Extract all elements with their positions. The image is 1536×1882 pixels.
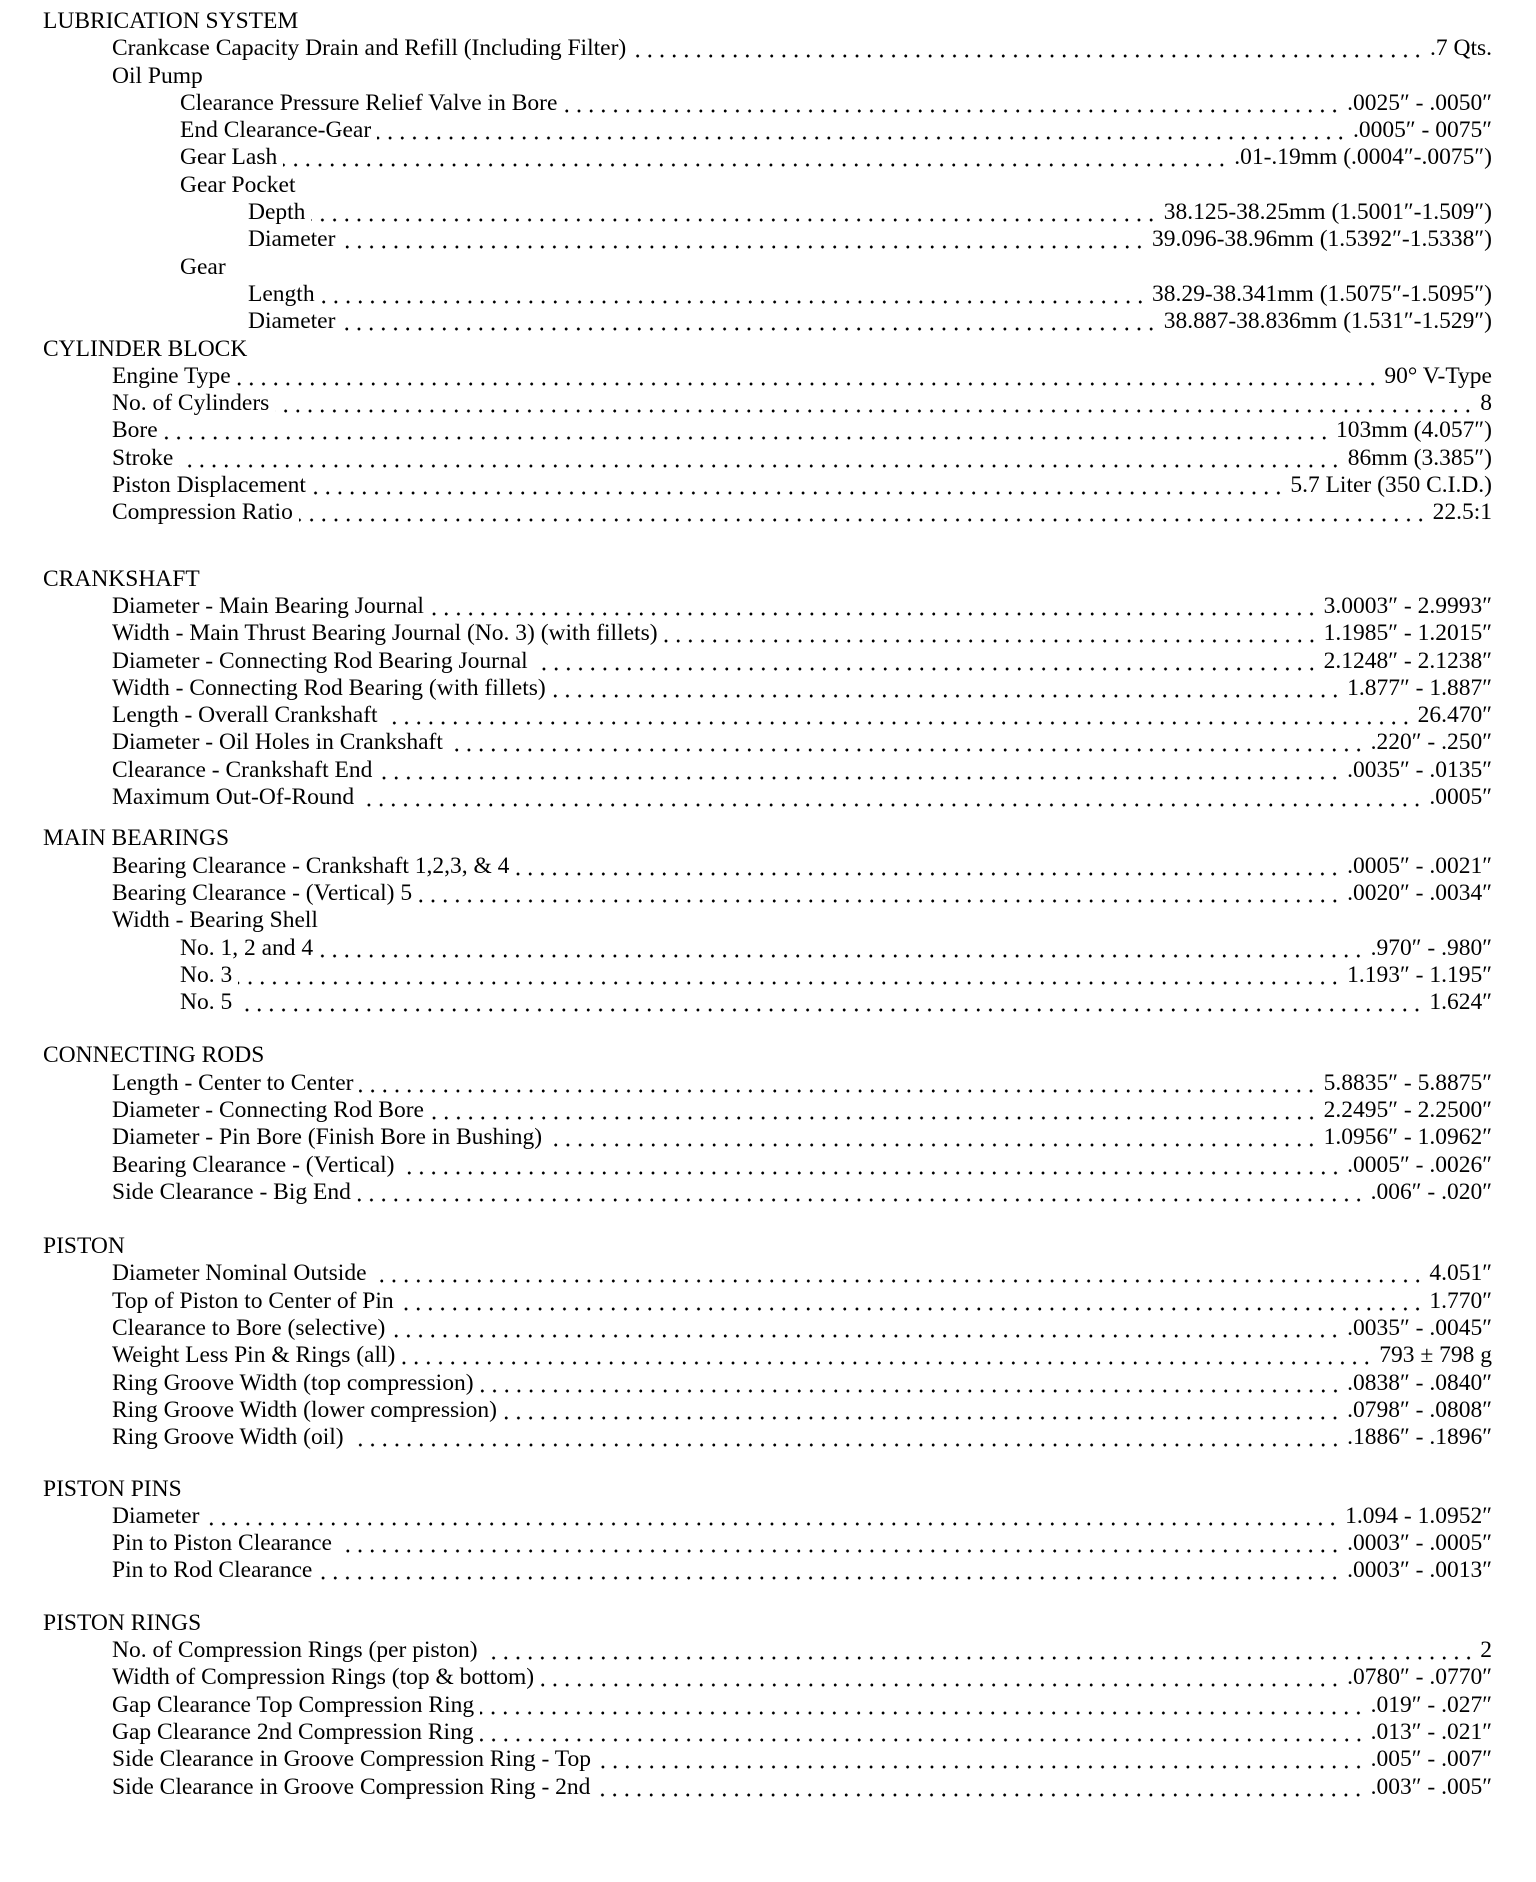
section-piston-pins <box>0 1476 1536 1585</box>
dot-leader <box>179 445 1341 472</box>
spec-label: Diameter - Pin Bore (Finish Bore in Bushing) <box>112 1124 543 1151</box>
dot-leader <box>312 472 1284 499</box>
dot-leader <box>430 1097 1318 1124</box>
spec-row <box>0 648 1536 675</box>
spec-label: Gear <box>180 253 226 280</box>
spec-row <box>0 390 1536 417</box>
spec-row <box>0 144 1536 171</box>
spec-value: 1.1985″ - 1.2015″ <box>1323 620 1492 647</box>
spec-value: .220″ - .250″ <box>1370 729 1492 756</box>
spec-row <box>0 417 1536 444</box>
spec-row <box>0 853 1536 880</box>
dot-leader <box>357 1179 1365 1206</box>
dot-leader <box>480 1719 1365 1746</box>
spec-label: Diameter <box>248 226 336 253</box>
spec-value: .0005″ - .0021″ <box>1347 852 1492 879</box>
spec-value: .019″ - .027″ <box>1370 1691 1492 1718</box>
spec-row <box>0 281 1536 308</box>
dot-leader <box>480 1692 1364 1719</box>
spec-value: .01-.19mm (.0004″-.0075″) <box>1234 144 1492 171</box>
section-heading: MAIN BEARINGS <box>43 825 230 852</box>
spec-label: Top of Piston to Center of Pin <box>112 1287 394 1314</box>
spec-row <box>0 1774 1536 1801</box>
dot-leader <box>418 880 1341 907</box>
section-piston-rings <box>0 1610 1536 1801</box>
spec-row <box>0 1503 1536 1530</box>
spec-label: Depth <box>248 199 306 226</box>
dot-leader <box>205 1503 1339 1530</box>
spec-row <box>0 989 1536 1016</box>
spec-label: Width - Main Thrust Bearing Journal (No. 3) (with fillets) <box>112 620 658 647</box>
dot-leader <box>311 199 1157 226</box>
spec-label: Gear Pocket <box>180 171 296 198</box>
dot-leader <box>540 1664 1341 1691</box>
spec-label: No. 5 <box>180 989 233 1016</box>
dot-leader <box>378 757 1341 784</box>
dot-leader <box>338 1530 1341 1557</box>
spec-label: Bearing Clearance - (Vertical) 5 <box>112 879 413 906</box>
spec-label: Compression Ratio <box>112 499 293 526</box>
spec-value: 90° V-Type <box>1384 362 1492 389</box>
spec-label: Clearance to Bore (selective) <box>112 1315 386 1342</box>
dot-leader <box>664 620 1318 647</box>
spec-row <box>0 1424 1536 1451</box>
spec-value: .005″ - .007″ <box>1370 1746 1492 1773</box>
spec-label: End Clearance-Gear <box>180 117 372 144</box>
spec-row <box>0 1557 1536 1584</box>
spec-value: .0780″ - .0770″ <box>1347 1664 1492 1691</box>
specifications-document <box>0 8 1536 1801</box>
dot-leader <box>480 1370 1342 1397</box>
spec-row <box>0 729 1536 756</box>
spec-value: 22.5:1 <box>1432 499 1492 526</box>
dot-leader <box>384 702 1412 729</box>
spec-row <box>0 1397 1536 1424</box>
spec-label: No. 1, 2 and 4 <box>180 934 314 961</box>
section-main-bearings <box>0 825 1536 1016</box>
spec-value: 5.7 Liter (350 C.I.D.) <box>1290 472 1492 499</box>
spec-row <box>0 1530 1536 1557</box>
spec-value: 39.096-38.96mm (1.5392″-1.5338″) <box>1151 226 1492 253</box>
section-heading: CRANKSHAFT <box>43 565 200 592</box>
spec-row <box>0 1342 1536 1369</box>
spec-value: .0025″ - .0050″ <box>1347 89 1492 116</box>
spec-row <box>0 472 1536 499</box>
spec-value: .0003″ - .0005″ <box>1347 1530 1492 1557</box>
spec-value: .0020″ - .0034″ <box>1347 879 1492 906</box>
spec-row <box>0 757 1536 784</box>
section-heading: PISTON RINGS <box>43 1609 202 1636</box>
spec-value: .0003″ - .0013″ <box>1347 1557 1492 1584</box>
spec-row <box>0 363 1536 390</box>
spec-row <box>0 90 1536 117</box>
section-piston <box>0 1233 1536 1451</box>
dot-leader <box>449 729 1365 756</box>
dot-leader <box>283 144 1228 171</box>
spec-value: 38.29-38.341mm (1.5075″-1.5095″) <box>1151 280 1492 307</box>
spec-value: .013″ - .021″ <box>1370 1718 1492 1745</box>
spec-row <box>0 1370 1536 1397</box>
spec-row <box>0 226 1536 253</box>
spec-label: No. 3 <box>180 961 233 988</box>
spec-label: Gap Clearance 2nd Compression Ring <box>112 1718 474 1745</box>
spec-value: 1.877″ - 1.887″ <box>1347 674 1492 701</box>
dot-leader <box>238 989 1423 1016</box>
spec-label: Crankcase Capacity Drain and Refill (Including Filter) <box>112 35 627 62</box>
dot-leader <box>503 1397 1341 1424</box>
spec-value: 5.8835″ - 5.8875″ <box>1323 1069 1492 1096</box>
spec-label: Width - Connecting Rod Bearing (with fillets) <box>112 674 546 701</box>
spec-label: Clearance - Crankshaft End <box>112 756 373 783</box>
dot-leader <box>318 1557 1341 1584</box>
spec-row <box>0 199 1536 226</box>
spec-label: No. of Compression Rings (per piston) <box>112 1637 478 1664</box>
dot-leader <box>484 1637 1475 1664</box>
dot-leader <box>299 499 1427 526</box>
spec-value: .970″ - .980″ <box>1370 934 1492 961</box>
spec-label: Side Clearance - Big End <box>112 1178 351 1205</box>
spec-value: .0035″ - .0045″ <box>1347 1315 1492 1342</box>
dot-leader <box>319 935 1364 962</box>
spec-row <box>0 1288 1536 1315</box>
dot-leader <box>552 675 1341 702</box>
spec-label: Length - Overall Crankshaft <box>112 702 378 729</box>
spec-value: 2.1248″ - 2.1238″ <box>1323 647 1492 674</box>
spec-label: Oil Pump <box>112 62 203 89</box>
spec-row <box>0 445 1536 472</box>
spec-value: 4.051″ <box>1429 1260 1492 1287</box>
section-heading: PISTON <box>43 1233 125 1260</box>
spec-label: Ring Groove Width (oil) <box>112 1424 344 1451</box>
dot-leader <box>401 1152 1342 1179</box>
spec-row <box>0 499 1536 526</box>
spec-label: Gap Clearance Top Compression Ring <box>112 1691 475 1718</box>
spec-value: 38.125-38.25mm (1.5001″-1.509″) <box>1163 199 1492 226</box>
subheading-row <box>0 172 1536 199</box>
spec-value: 8 <box>1480 390 1492 417</box>
spec-value: 1.193″ - 1.195″ <box>1347 961 1492 988</box>
dot-leader <box>341 226 1146 253</box>
section-heading: CYLINDER BLOCK <box>43 335 248 362</box>
dot-leader <box>548 1124 1317 1151</box>
spec-value: 2 <box>1480 1637 1492 1664</box>
spec-row <box>0 1692 1536 1719</box>
dot-leader <box>359 1070 1317 1097</box>
spec-value: 86mm (3.385″) <box>1347 444 1492 471</box>
spec-label: Maximum Out-Of-Round <box>112 784 355 811</box>
spec-row <box>0 1260 1536 1287</box>
dot-leader <box>360 784 1423 811</box>
spec-label: Pin to Piston Clearance <box>112 1530 332 1557</box>
spec-label: Diameter Nominal Outside <box>112 1260 367 1287</box>
spec-row <box>0 1719 1536 1746</box>
spec-label: Length - Center to Center <box>112 1069 354 1096</box>
dot-leader <box>632 35 1424 62</box>
spec-row <box>0 308 1536 335</box>
dot-leader <box>401 1342 1373 1369</box>
spec-value: .0798″ - .0808″ <box>1347 1396 1492 1423</box>
spec-row <box>0 1070 1536 1097</box>
dot-leader <box>237 363 1379 390</box>
dot-leader <box>515 853 1341 880</box>
spec-value: .006″ - .020″ <box>1370 1178 1492 1205</box>
dot-leader <box>164 417 1330 444</box>
spec-label: Diameter - Main Bearing Journal <box>112 592 424 619</box>
spec-label: Weight Less Pin & Rings (all) <box>112 1342 396 1369</box>
spec-row <box>0 1124 1536 1151</box>
spec-label: Gear Lash <box>180 144 278 171</box>
section-heading: PISTON PINS <box>43 1475 182 1502</box>
spec-label: Side Clearance in Groove Compression Ring - Top <box>112 1746 591 1773</box>
dot-leader <box>350 1424 1341 1451</box>
spec-label: Stroke <box>112 444 174 471</box>
subheading-row <box>0 63 1536 90</box>
section-cylinder-block <box>0 336 1536 527</box>
spec-value: 1.0956″ - 1.0962″ <box>1323 1124 1492 1151</box>
spec-value: 2.2495″ - 2.2500″ <box>1323 1096 1492 1123</box>
spec-row <box>0 962 1536 989</box>
spec-row <box>0 1664 1536 1691</box>
spec-label: Piston Displacement <box>112 472 306 499</box>
dot-leader <box>275 390 1474 417</box>
spec-label: Bearing Clearance - Crankshaft 1,2,3, & 4 <box>112 852 510 879</box>
dot-leader <box>238 962 1341 989</box>
spec-row <box>0 935 1536 962</box>
spec-row <box>0 1179 1536 1206</box>
spec-value: .1886″ - .1896″ <box>1347 1424 1492 1451</box>
spec-value: .0005″ - .0026″ <box>1347 1151 1492 1178</box>
spec-row <box>0 117 1536 144</box>
spec-label: Length <box>248 280 315 307</box>
spec-value: .0838″ - .0840″ <box>1347 1369 1492 1396</box>
spec-row <box>0 1746 1536 1773</box>
dot-leader <box>321 281 1146 308</box>
spec-value: 26.470″ <box>1417 702 1492 729</box>
dot-leader <box>596 1774 1364 1801</box>
section-heading: CONNECTING RODS <box>43 1042 265 1069</box>
spec-value: 3.0003″ - 2.9993″ <box>1323 592 1492 619</box>
dot-leader <box>377 117 1347 144</box>
spec-value: .003″ - .005″ <box>1370 1773 1492 1800</box>
spec-value: 1.624″ <box>1429 989 1492 1016</box>
dot-leader <box>430 593 1318 620</box>
subheading-row <box>0 907 1536 934</box>
dot-leader <box>400 1288 1424 1315</box>
dot-leader <box>391 1315 1341 1342</box>
spec-label: Diameter <box>248 308 336 335</box>
dot-leader <box>563 90 1341 117</box>
spec-value: 793 ± 798 g <box>1379 1342 1492 1369</box>
dot-leader <box>597 1746 1365 1773</box>
spec-value: 1.770″ <box>1429 1287 1492 1314</box>
spec-label: Diameter <box>112 1502 200 1529</box>
subheading-row <box>0 254 1536 281</box>
spec-row <box>0 784 1536 811</box>
spec-label: Pin to Rod Clearance <box>112 1557 313 1584</box>
spec-label: Width of Compression Rings (top & bottom) <box>112 1664 535 1691</box>
spec-label: Bore <box>112 417 158 444</box>
spec-row <box>0 1097 1536 1124</box>
spec-label: Ring Groove Width (lower compression) <box>112 1396 497 1423</box>
spec-label: Engine Type <box>112 362 231 389</box>
section-heading: LUBRICATION SYSTEM <box>43 8 299 34</box>
spec-row <box>0 702 1536 729</box>
dot-leader <box>341 308 1157 335</box>
spec-label: No. of Cylinders <box>112 390 270 417</box>
spec-row <box>0 1315 1536 1342</box>
section-connecting-rods <box>0 1042 1536 1206</box>
spec-row <box>0 1637 1536 1664</box>
spec-value: .0005″ <box>1429 784 1492 811</box>
spec-label: Ring Groove Width (top compression) <box>112 1369 474 1396</box>
spec-value: 38.887-38.836mm (1.531″-1.529″) <box>1163 308 1492 335</box>
spec-value: .0005″ - 0075″ <box>1352 117 1492 144</box>
spec-row <box>0 675 1536 702</box>
dot-leader <box>373 1260 1424 1287</box>
spec-label: Width - Bearing Shell <box>112 907 318 934</box>
section-lubrication-system <box>0 8 1536 336</box>
spec-label: Bearing Clearance - (Vertical) <box>112 1151 395 1178</box>
spec-label: Diameter - Connecting Rod Bearing Journal <box>112 647 528 674</box>
spec-label: Clearance Pressure Relief Valve in Bore <box>180 89 558 116</box>
spec-row <box>0 35 1536 62</box>
section-crankshaft <box>0 566 1536 812</box>
spec-value: .7 Qts. <box>1429 35 1492 62</box>
spec-label: Diameter - Connecting Rod Bore <box>112 1096 424 1123</box>
spec-value: 103mm (4.057″) <box>1336 417 1492 444</box>
spec-value: .0035″ - .0135″ <box>1347 756 1492 783</box>
spec-label: Diameter - Oil Holes in Crankshaft <box>112 729 443 756</box>
dot-leader <box>534 648 1318 675</box>
spec-row <box>0 593 1536 620</box>
spec-row <box>0 620 1536 647</box>
spec-row <box>0 1152 1536 1179</box>
spec-value: 1.094 - 1.0952″ <box>1345 1502 1492 1529</box>
spec-row <box>0 880 1536 907</box>
spec-label: Side Clearance in Groove Compression Ring - 2nd <box>112 1773 591 1800</box>
